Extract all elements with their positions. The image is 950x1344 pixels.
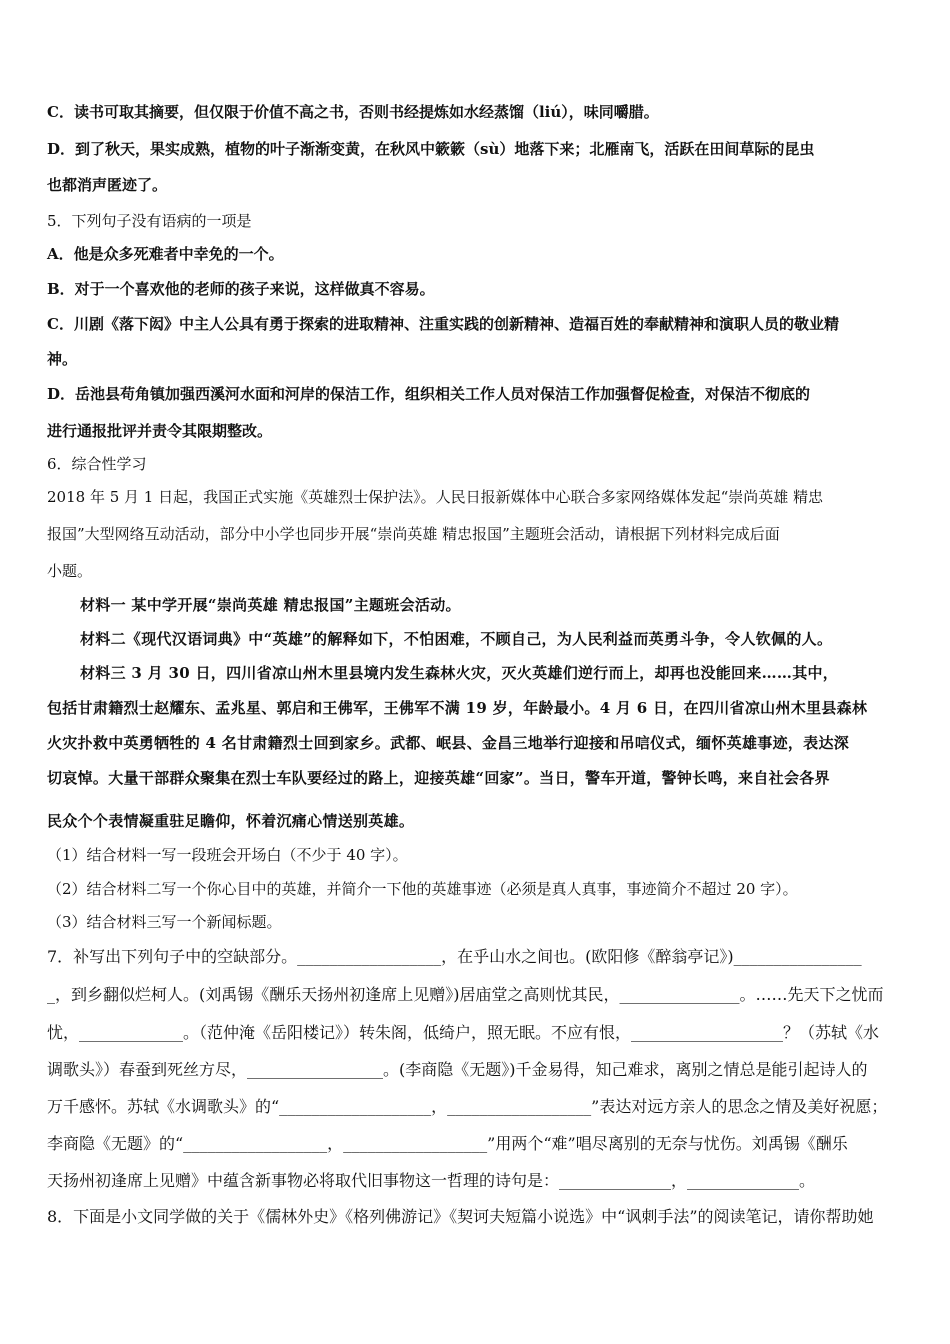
subquestion-1: （1）结合材料一写一段班会开场白（不少于 40 字）。: [47, 846, 408, 864]
material-3-line-4: 切哀悼。大量干部群众聚集在烈士车队要经过的路上，迎接英雄“回家”。当日，警车开道，警钟长鸣，来自社会各界: [47, 769, 830, 787]
question-5-stem: 5．下列句子没有语病的一项是: [47, 212, 252, 230]
option-d-q5-cont: 进行通报批评并责令其限期整改。: [47, 422, 273, 440]
question-7-line-4: 调歌头》）春蚕到死丝方尽，_________________。(李商隐《无题》)千金易得，知己难求，离别之情总是能引起诗人的: [47, 1060, 868, 1079]
option-b-q5: B．对于一个喜欢他的老师的孩子来说，这样做真不容易。: [47, 280, 435, 298]
material-1: 材料一 某中学开展“崇尚英雄 精忠报国”主题班会活动。: [80, 596, 461, 614]
material-3-line-3: 火灾扑救中英勇牺牲的 4 名甘肃籍烈士回到家乡。武都、岷县、金昌三地举行迎接和吊唁仪式，缅怀英雄事迹，表达深: [47, 734, 850, 752]
question-6-intro-3: 小题。: [47, 562, 93, 580]
question-7-line-6: 李商隐《无题》的“__________________，__________________”用两个“难”唱尽离别的无奈与忧伤。刘禹锡《酬乐: [47, 1134, 848, 1153]
subquestion-2: （2）结合材料二写一个你心目中的英雄，并简介一下他的英雄事迹（必须是真人真事，事迹简介不超过 20 字）。: [47, 880, 798, 898]
option-c-q4: C．读书可取其摘要，但仅限于价值不高之书，否则书经提炼如水经蒸馏（liú），味同嚼腊。: [47, 103, 659, 121]
question-6-title: 6．综合性学习: [47, 455, 147, 473]
material-2: 材料二《现代汉语词典》中“英雄”的解释如下，不怕困难，不顾自己，为人民利益而英勇斗争，令人钦佩的人。: [80, 630, 833, 648]
option-d-q4-cont: 也都消声匿迹了。: [47, 176, 168, 194]
option-a-q5: A．他是众多死难者中幸免的一个。: [47, 245, 284, 263]
material-3-line-1: 材料三 3 月 30 日，四川省凉山州木里县境内发生森林火灾，灭火英雄们逆行而上，却再也没能回来……其中，: [80, 664, 839, 682]
question-7-line-5: 万千感怀。苏轼《水调歌头》的“___________________，__________________”表达对远方亲人的思念之情及美好祝愿；: [47, 1097, 888, 1116]
question-6-intro-1: 2018 年 5 月 1 日起，我国正式实施《英雄烈士保护法》。人民日报新媒体中心联合多家网络媒体发起“崇尚英雄 精忠: [47, 488, 824, 506]
material-3-line-2: 包括甘肃籍烈士赵耀东、孟兆星、郭启和王佛军，王佛军不满 19 岁，年龄最小。4 月 6 日，在四川省凉山州木里县森林: [47, 699, 868, 717]
subquestion-3: （3）结合材料三写一个新闻标题。: [47, 913, 282, 931]
option-c-q5-cont: 神。: [47, 350, 78, 368]
question-7-line-2: _，到乡翻似烂柯人。(刘禹锡《酬乐天扬州初逢席上见赠》)居庙堂之高则忧其民，_______________。……先天下之忧而: [47, 985, 884, 1004]
question-8-stem: 8．下面是小文同学做的关于《儒林外史》《格列佛游记》《契诃夫短篇小说选》中“讽刺手法”的阅读笔记，请你帮助她: [47, 1207, 874, 1226]
option-c-q5: C．川剧《落下闳》中主人公具有勇于探索的进取精神、注重实践的创新精神、造福百姓的奉献精神和演职人员的敬业精: [47, 315, 839, 333]
question-6-intro-2: 报国”大型网络互动活动，部分中小学也同步开展“崇尚英雄 精忠报国”主题班会活动，请根据下列材料完成后面: [47, 525, 780, 543]
option-d-q4: D．到了秋天，果实成熟，植物的叶子渐渐变黄，在秋风中簌簌（sù）地落下来；北雁南飞，活跃在田间草际的昆虫: [47, 140, 815, 158]
question-7-line-3: 忧，_____________。（范仲淹《岳阳楼记》）转朱阁，低绮户，照无眠。不应有恨，___________________？（苏轼《水: [47, 1023, 880, 1042]
question-7-line-7: 天扬州初逢席上见赠》中蕴含新事物必将取代旧事物这一哲理的诗句是：______________，______________。: [47, 1171, 816, 1190]
option-d-q5: D．岳池县苟角镇加强西溪河水面和河岸的保洁工作，组织相关工作人员对保洁工作加强督促检查，对保洁不彻底的: [47, 385, 811, 403]
material-3-line-5: 民众个个表情凝重驻足瞻仰，怀着沉痛心情送别英雄。: [47, 812, 415, 830]
question-7-line-1: 7．补写出下列句子中的空缺部分。__________________，在乎山水之间也。(欧阳修《醉翁亭记》)________________: [47, 947, 862, 966]
